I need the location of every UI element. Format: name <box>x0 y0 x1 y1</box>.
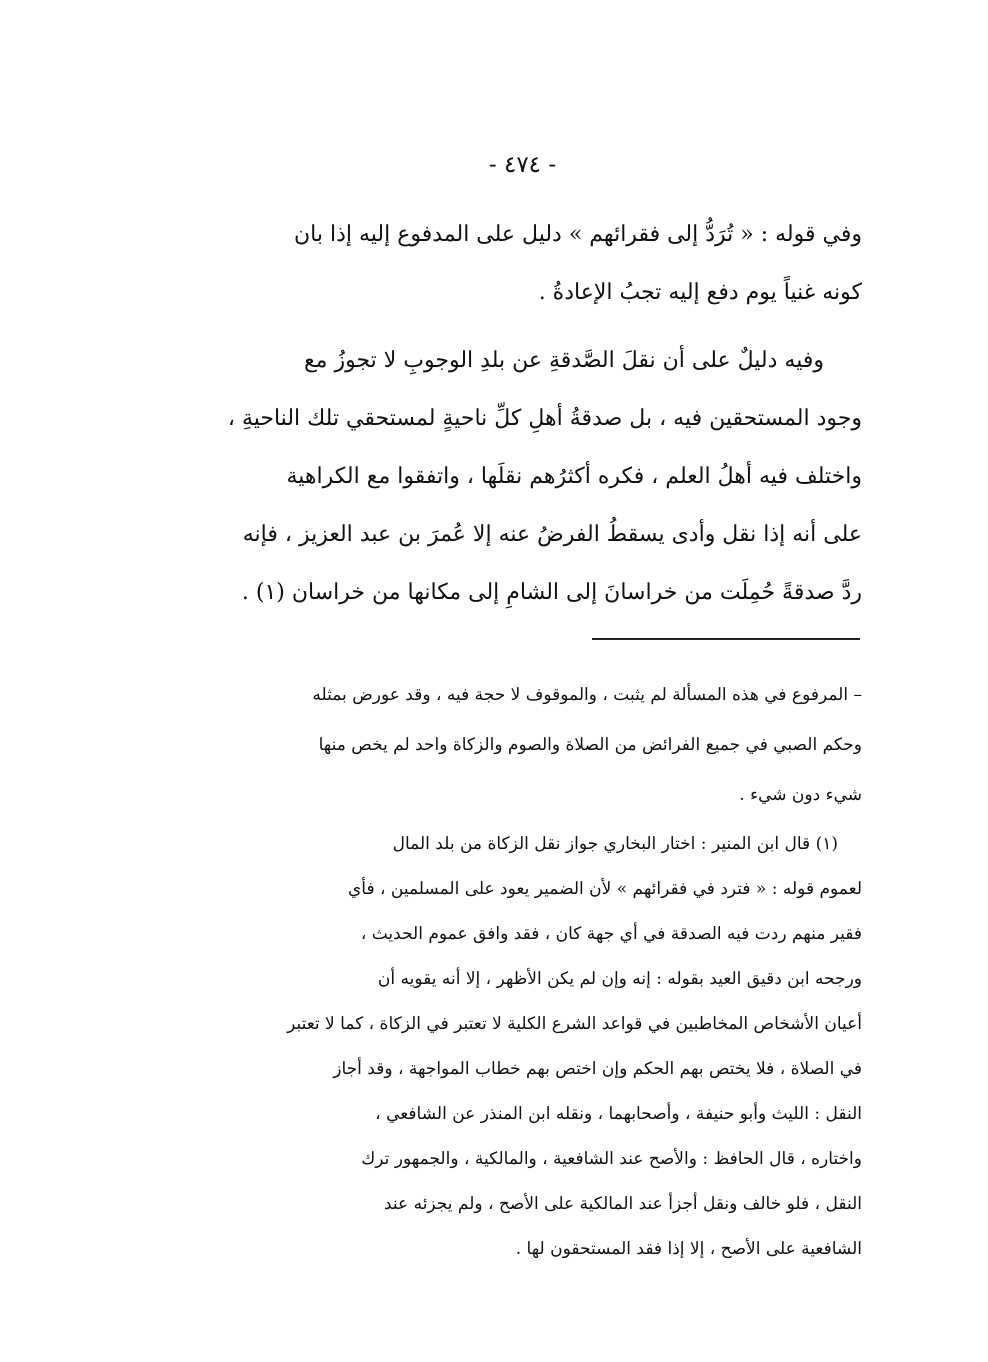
text-line: كونه غنياً يوم دفع إليه تجبُ الإعادةُ . <box>538 280 862 305</box>
footnote-line: النقل : الليث وأبو حنيفة ، وأصحابهما ، ونقله ابن المنذر عن الشافعي ، <box>375 1104 862 1124</box>
text-line: وجود المستحقين فيه ، بل صدقةُ أهلِ كلِّ ناحيةٍ لمستحقي تلك الناحيةِ ، <box>227 406 862 431</box>
main-paragraph-2 <box>140 332 862 622</box>
text-line: وفي قوله : « تُرَدُّ إلى فقرائهم » دليل على المدفوع إليه إذا بان <box>293 222 862 247</box>
footnote-line: وحكم الصبي في جميع الفرائض من الصلاة والصوم والزكاة واحد لم يخص منها <box>318 735 862 755</box>
footnote-separator <box>592 638 860 640</box>
main-paragraph-1 <box>140 206 862 322</box>
footnote-line: لعموم قوله : « فترد في فقرائهم » لأن الضمير يعود على المسلمين ، فأي <box>347 879 862 899</box>
footnote-continuation <box>140 670 862 820</box>
footnote-line: واختاره ، قال الحافظ : والأصح عند الشافعية ، والمالكية ، والجمهور ترك <box>361 1149 862 1169</box>
footnote-line: فقير منهم ردت فيه الصدقة في أي جهة كان ، فقد وافق عموم الحديث ، <box>360 924 862 944</box>
footnote-line: (١) قال ابن المنير : اختار البخاري جواز نقل الزكاة من بلد المال <box>392 834 838 854</box>
text-line: وفيه دليلٌ على أن نقلَ الصَّدقةِ عن بلدِ الوجوبِ لا تجوزُ مع <box>303 348 824 373</box>
footnote-line: أعيان الأشخاص المخاطبين في قواعد الشرع الكلية لا تعتبر في الزكاة ، كما لا تعتبر <box>287 1014 862 1034</box>
page-number: - ٤٧٤ - <box>488 152 557 178</box>
footnote-line: – المرفوع في هذه المسألة لم يثبت ، والموقوف لا حجة فيه ، وقد عورض بمثله <box>140 670 862 720</box>
footnote-line: في الصلاة ، فلا يختص بهم الحكم وإن اختص بهم خطاب المواجهة ، وقد أجاز <box>333 1059 862 1079</box>
footnote-1 <box>140 822 862 1272</box>
footnote-line: ورجحه ابن دقيق العيد بقوله : إنه وإن لم يكن الأظهر ، إلا أنه يقويه أن <box>377 969 862 989</box>
text-line: واختلف فيه أهلُ العلم ، فكره أكثرُهم نقلَها ، واتفقوا مع الكراهية <box>286 464 862 489</box>
footnote-line: النقل ، فلو خالف ونقل أجزأ عند المالكية على الأصح ، ولم يجزئه عند <box>383 1194 862 1214</box>
footnote-line: شيء دون شيء . <box>739 785 862 805</box>
footnote-line: الشافعية على الأصح ، إلا إذا فقد المستحقون لها . <box>515 1239 862 1259</box>
text-line: على أنه إذا نقل وأدى يسقطُ الفرضُ عنه إلا عُمرَ بن عبد العزيز ، فإنه <box>242 522 862 547</box>
text-line: ردَّ صدقةً حُمِلَت من خراسانَ إلى الشامِ إلى مكانها من خراسان (١) . <box>241 580 862 605</box>
